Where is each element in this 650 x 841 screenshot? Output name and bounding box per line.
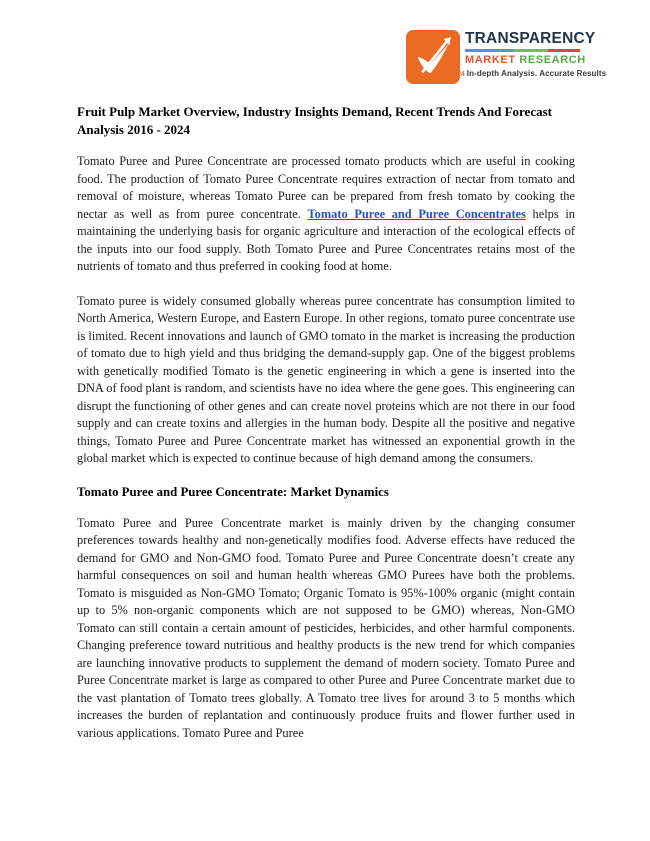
- logo-checkmark-icon: [406, 30, 460, 84]
- logo-market-text: MARKET: [465, 54, 516, 66]
- paragraph-market-dynamics: Tomato Puree and Puree Concentrate market is mainly driven by the changing consumer preferences towards healthy and non-genetically modifies food. Adverse effects have reduced the demand for GMO and Non-GMO food. Tomato Puree and Puree Concentrate doesn’t create any harmful consequences on soil and human health whereas GMO Purees have both the problems. Tomato is misguided as Non-GMO Tomato; Organic Tomato is 95%-100% organic (might contain up to 5% non-organic components which are not supposed to be GMO) whereas, Non-GMO Tomato can still contain a certain amount of pesticides, herbicides, and other harmful components. Changing preference toward nutritious and healthy products is the new trend for which companies are launching innovative products to supplement the demand of modern society. Tomato Puree and Puree Concentrate market is large as compared to other Puree and Puree Concentrate market due to the vast plantation of Tomato trees globally. A Tomato tree lives for around 3 to 5 months which increases the burden of replantation and continuously produce fruits and flower further used in various applications. Tomato Puree and Puree: [77, 515, 575, 740]
- logo-brand-name: TRANSPARENCY: [465, 30, 596, 47]
- document-title: Fruit Pulp Market Overview, Industry Insights Demand, Recent Trends And Forecast Analysis 2016 - 2024: [77, 104, 552, 137]
- logo-subtitle: [465, 54, 586, 67]
- logo: [406, 30, 607, 84]
- logo-text: [457, 30, 607, 78]
- logo-bar-blue: [465, 49, 513, 52]
- market-dynamics-heading: Tomato Puree and Puree Concentrate: Market Dynamics: [77, 484, 389, 499]
- paragraph-intro-before-link: Tomato Puree and Puree Concentrate are processed tomato products which are useful in cooking food. The production of Tomato Puree Concentrate requires extraction of nectar from tomato and removal of moisture, whereas Tomato Puree can be prepared from fresh tomato by cooking the nectar as well as from puree concentrate.: [77, 154, 575, 221]
- logo-tagline-row: [457, 69, 607, 78]
- logo-bar-green: [513, 49, 548, 52]
- paragraph-intro-after-link: helps in maintaining the underlying basis for organic agriculture and interaction of the ecological effects of the inputs into our food supply. Both Tomato Puree and Puree Concentrates retains most of the nutrients of tomato and thus preferred in cooking food at home.: [77, 206, 575, 273]
- logo-color-bar: [465, 49, 580, 52]
- paragraph-consumption: Tomato puree is widely consumed globally whereas puree concentrate has consumption limited to North America, Western Europe, and Eastern Europe. In other regions, tomato puree concentrate use is limited. Recent innovations and launch of GMO tomato in the market is increasing the production of tomato due to high yield and thus bridging the demand-supply gap. One of the biggest problems with genetically modified Tomato is the genetic engineering in which a gene is inserted into the DNA of food plant is random, and scientists have no idea where the gene goes. This engineering can disrupt the functioning of other genes and can create novel proteins which are not there in our food supply and can create toxins and allergies in the human body. Despite all the positive and negative things, Tomato Puree and Puree Concentrate market has witnessed an exponential growth in the global market which is expected to continue because of high demand among the consumers.: [77, 293, 576, 465]
- logo-bar-red: [548, 49, 580, 52]
- logo-small-mark: 24: [457, 71, 465, 78]
- logo-tagline: In-depth Analysis. Accurate Results: [466, 69, 607, 78]
- document-content: [77, 103, 575, 759]
- logo-research-text: RESEARCH: [519, 54, 586, 66]
- paragraph-intro: [77, 153, 575, 276]
- tomato-puree-concentrates-link[interactable]: Tomato Puree and Puree Concentrates: [307, 206, 526, 221]
